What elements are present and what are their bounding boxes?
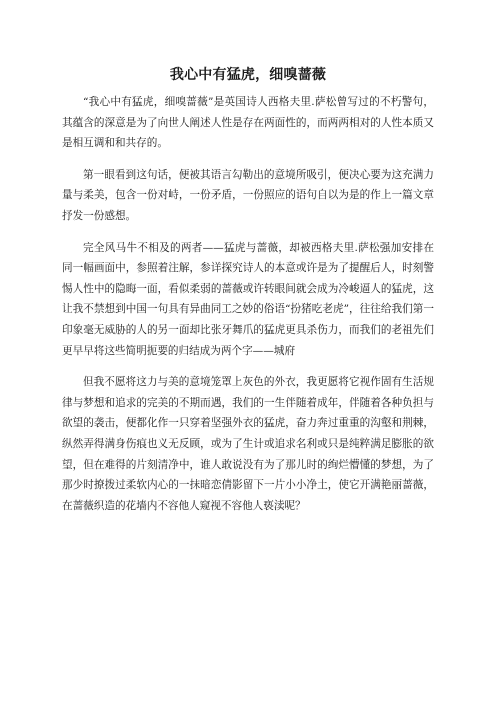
document-body — [62, 92, 434, 527]
paragraph-4: 但我不愿将这力与美的意境笼罩上灰色的外衣，我更愿将它视作固有生活规律与梦想和追求的完美的不期而遇，我们的一生伴随着成年，伴随着各种负担与欲望的袭击，便都化作一只穿着坚强外衣的猛虎，奋力奔过重重的沟壑和荆棘，纵然弄得满身伤痕也义无反顾，或为了生计或追求名利或只是纯粹满足膨胀的欲望，但在难得的片刻清净中，谁人敢说没有为了那儿时的绚烂懵懂的梦想，为了那少时撩拨过柔软内心的一抹暗恋倩影留下一片小小净土，使它开满艳丽蔷薇，在蔷薇织造的花墙内不容他人窥视不容他人亵渎呢？ — [62, 376, 434, 512]
document-title: 我心中有猛虎，细嗅蔷薇 — [169, 67, 327, 83]
paragraph-1: “我心中有猛虎，细嗅蔷薇”是英国诗人西格夫里.萨松曾写过的不朽警句，其蕴含的深意是为了向世人阐述人性是存在两面性的，而两两相对的人性本质又是相互调和和共存的。 — [62, 96, 434, 150]
paragraph-2: 第一眼看到这句话，便被其语言勾勒出的意境所吸引，便决心要为这充满力量与柔美，包含一份对峙，一份矛盾，一份照应的语句自以为是的作上一篇文章抒发一份感想。 — [62, 168, 434, 222]
paragraph-3: 完全风马牛不相及的两者——猛虎与蔷薇，却被西格夫里.萨松强加安排在同一幅画面中，参照着注解，参详探究诗人的本意或许是为了提醒后人，时刻警惕人性中的隐晦一面，看似柔弱的蔷薇或许转眼间就会成为冷峻逼人的猛虎，这让我不禁想到中国一句具有异曲同工之妙的俗语“扮猪吃老虎”，往往给我们第一印象毫无威胁的人的另一面却比张牙舞爪的猛虎更具杀伤力，而我们的老祖先们更早早将这些简明扼要的归结成为两个字——城府 — [62, 241, 434, 357]
